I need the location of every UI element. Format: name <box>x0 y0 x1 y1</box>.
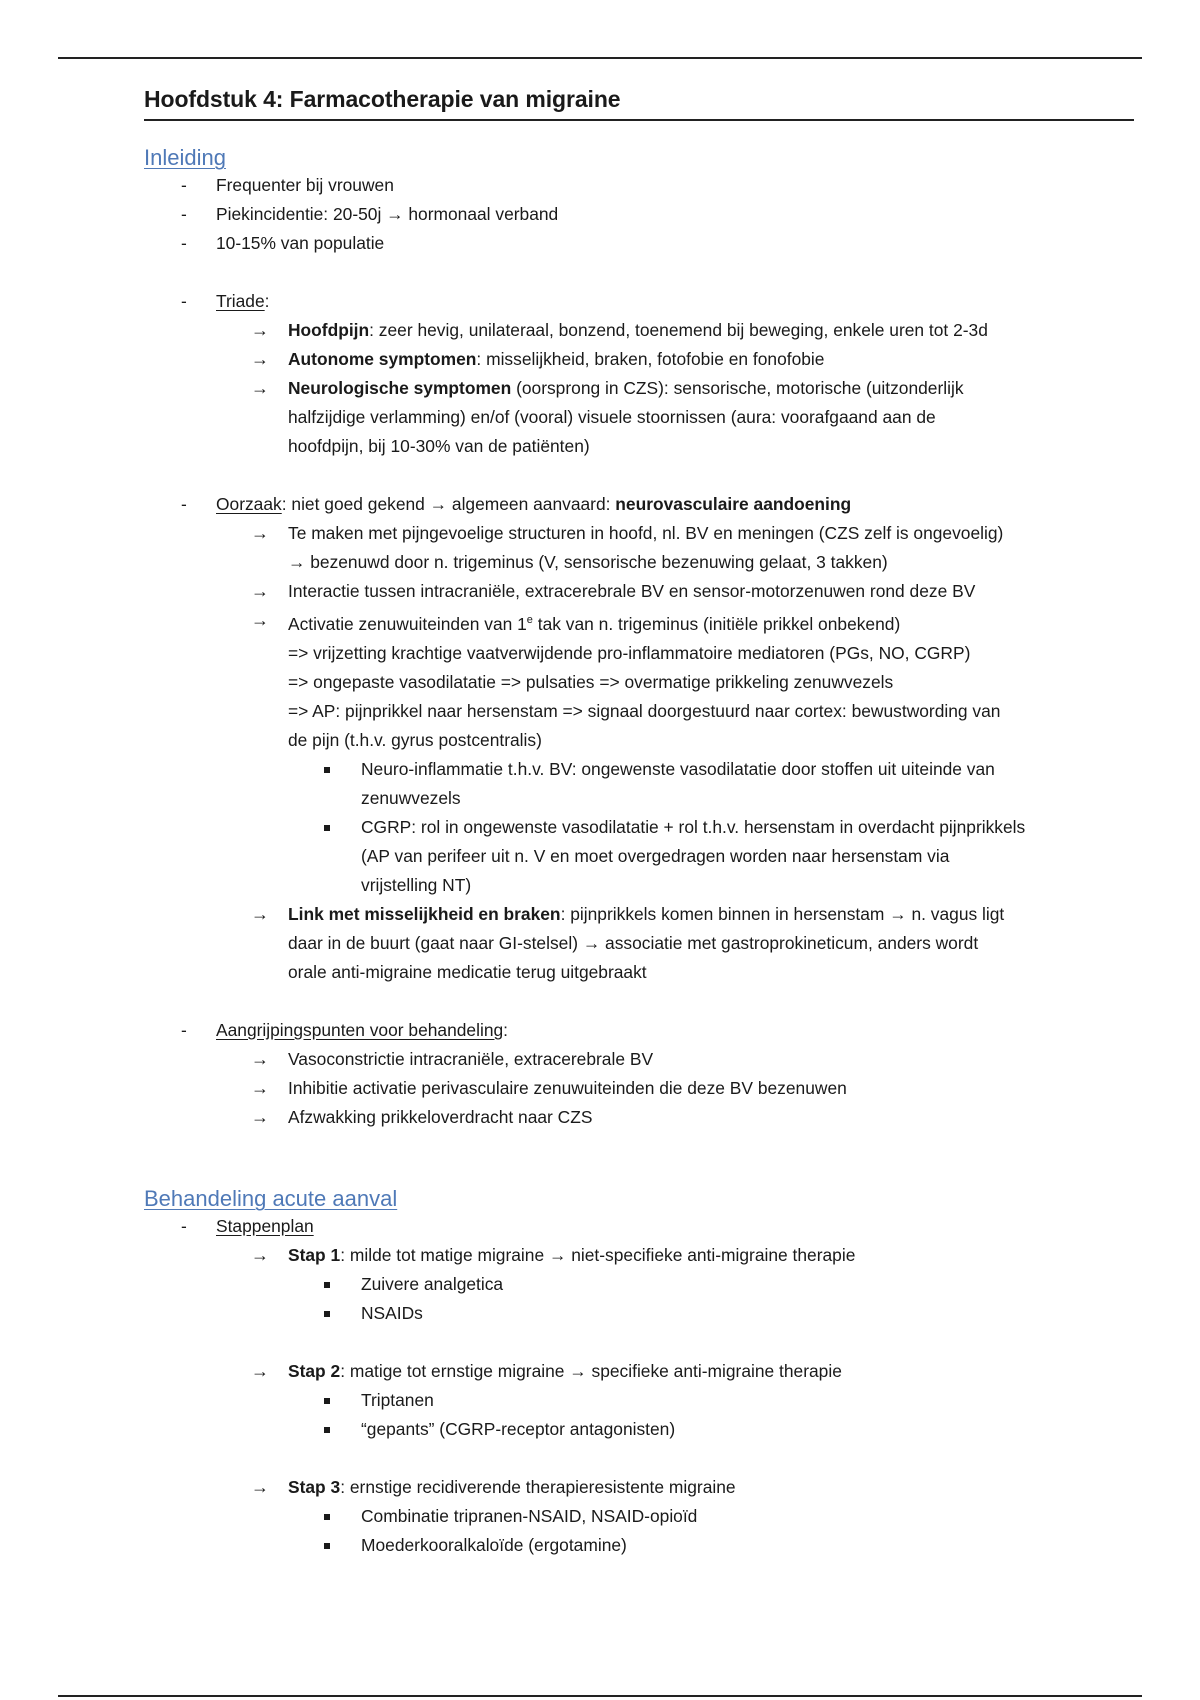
square-bullet-icon <box>324 767 330 773</box>
page-top-rule <box>58 57 1142 59</box>
dash-marker: - <box>181 204 187 224</box>
dash-marker: - <box>181 233 187 253</box>
oorzaak-item: → Link met misselijkheid en braken: pijnprikkels komen binnen in hersenstam → n. vagus ligt <box>144 900 1134 929</box>
continuation-line: hoofdpijn, bij 10-30% van de patiënten) <box>288 436 590 456</box>
continuation-line: daar in de buurt (gaat naar GI-stelsel) → associatie met gastroprokineticum, anders wordt <box>288 932 979 953</box>
chapter-title: Hoofdstuk 4: Farmacotherapie van migraine <box>144 86 1134 121</box>
oorzaak-item: → Interactie tussen intracraniële, extracerebrale BV en sensor-motorzenuwen rond deze BV <box>144 577 1134 606</box>
continuation-line: zenuwvezels <box>361 787 461 808</box>
triade-label: - Triade: <box>144 287 1134 316</box>
arrow-marker: → <box>251 1360 269 1381</box>
continuation-line: (AP van perifeer uit n. V en moet overgedragen worden naar hersenstam via <box>361 845 950 866</box>
square-bullet-icon <box>324 1311 330 1317</box>
continuation-line: halfzijdige verlamming) en/of (vooral) visuele stoornissen (aura: voorafgaand aan de <box>288 407 936 427</box>
aangrijping-label: - Aangrijpingspunten voor behandeling: <box>144 1016 1134 1045</box>
section-heading-acute: Behandeling acute aanval <box>144 1185 398 1211</box>
arrow-marker: → <box>251 523 269 543</box>
step-item: → Stap 2: matige tot ernstige migraine → specifieke anti-migraine therapie <box>144 1357 1134 1386</box>
aangrijping-item: → Inhibitie activatie perivasculaire zenuwuiteinden die deze BV bezenuwen <box>144 1074 1134 1103</box>
square-bullet-icon <box>324 1282 330 1288</box>
triade-item: → Hoofdpijn: zeer hevig, unilateraal, bonzend, toenemend bij beweging, enkele uren tot 2-3d <box>144 316 1134 345</box>
arrow-marker: → <box>251 581 269 601</box>
step-item: → Stap 3: ernstige recidiverende therapieresistente migraine <box>144 1473 1134 1502</box>
sub-bullet-item: Combinatie tripranen-NSAID, NSAID-opioïd <box>144 1502 1134 1531</box>
dash-marker: - <box>181 1215 187 1236</box>
triade-item: → Autonome symptomen: misselijkheid, braken, fotofobie en fonofobie <box>144 345 1134 374</box>
arrow-marker: → <box>251 349 269 369</box>
square-bullet-icon <box>324 1543 330 1549</box>
bullet-item: - Piekincidentie: 20-50j → hormonaal verband <box>144 200 1134 229</box>
arrow-marker: → <box>251 320 269 340</box>
bullet-item: - 10-15% van populatie <box>144 229 1134 258</box>
section-heading-inleiding: Inleiding <box>144 145 226 170</box>
oorzaak-item: → Activatie zenuwuiteinden van 1e tak van n. trigeminus (initiële prikkel onbekend) <box>144 606 1134 639</box>
arrow-marker: → <box>251 378 269 398</box>
triade-item: → Neurologische symptomen (oorsprong in CZS): sensorische, motorische (uitzonderlijk <box>144 374 1134 403</box>
oorzaak-label: - Oorzaak: niet goed gekend → algemeen aanvaard: neurovasculaire aandoening <box>144 490 1134 519</box>
bullet-item: - Frequenter bij vrouwen <box>144 171 1134 200</box>
arrow-marker: → <box>251 610 269 630</box>
dash-marker: - <box>181 494 187 514</box>
oorzaak-item: → Te maken met pijngevoelige structuren in hoofd, nl. BV en meningen (CZS zelf is ongevoelig) <box>144 519 1134 548</box>
square-bullet-icon <box>324 1398 330 1404</box>
arrow-marker: → <box>251 1048 269 1069</box>
sub-bullet-item: Triptanen <box>144 1386 1134 1415</box>
sub-bullet-item: “gepants” (CGRP-receptor antagonisten) <box>144 1415 1134 1444</box>
continuation-line: => AP: pijnprikkel naar hersenstam => signaal doorgestuurd naar cortex: bewustwording van <box>288 700 1001 721</box>
arrow-marker: → <box>251 903 269 924</box>
dash-marker: - <box>181 1019 187 1040</box>
stappenplan-label: - Stappenplan <box>144 1212 1134 1241</box>
dash-marker: - <box>181 175 187 195</box>
continuation-line: orale anti-migraine medicatie terug uitgebraakt <box>288 961 647 982</box>
arrow-marker: → <box>251 1077 269 1098</box>
continuation-line: => vrijzetting krachtige vaatverwijdende pro-inflammatoire mediatoren (PGs, NO, CGRP) <box>288 642 971 663</box>
sub-bullet-item: Zuivere analgetica <box>144 1270 1134 1299</box>
continuation-line: vrijstelling NT) <box>361 874 472 895</box>
arrow-marker: → <box>251 1244 269 1265</box>
document-page <box>144 86 1134 1560</box>
sub-bullet-item: NSAIDs <box>144 1299 1134 1328</box>
dash-marker: - <box>181 291 187 311</box>
sub-bullet-item: CGRP: rol in ongewenste vasodilatatie + rol t.h.v. hersenstam in overdacht pijnprikkels <box>144 813 1134 842</box>
square-bullet-icon <box>324 1514 330 1520</box>
square-bullet-icon <box>324 825 330 831</box>
square-bullet-icon <box>324 1427 330 1433</box>
page-bottom-rule <box>58 1695 1142 1697</box>
aangrijping-item: → Vasoconstrictie intracraniële, extracerebrale BV <box>144 1045 1134 1074</box>
arrow-marker: → <box>251 1476 269 1497</box>
arrow-marker: → <box>251 1106 269 1127</box>
aangrijping-item: → Afzwakking prikkeloverdracht naar CZS <box>144 1103 1134 1132</box>
continuation-line: → bezenuwd door n. trigeminus (V, sensorische bezenuwing gelaat, 3 takken) <box>288 552 888 572</box>
continuation-line: de pijn (t.h.v. gyrus postcentralis) <box>288 729 542 750</box>
sub-bullet-item: Moederkooralkaloïde (ergotamine) <box>144 1531 1134 1560</box>
step-item: → Stap 1: milde tot matige migraine → niet-specifieke anti-migraine therapie <box>144 1241 1134 1270</box>
sub-bullet-item: Neuro-inflammatie t.h.v. BV: ongewenste vasodilatatie door stoffen uit uiteinde van <box>144 755 1134 784</box>
continuation-line: => ongepaste vasodilatatie => pulsaties => overmatige prikkeling zenuwvezels <box>288 671 894 692</box>
